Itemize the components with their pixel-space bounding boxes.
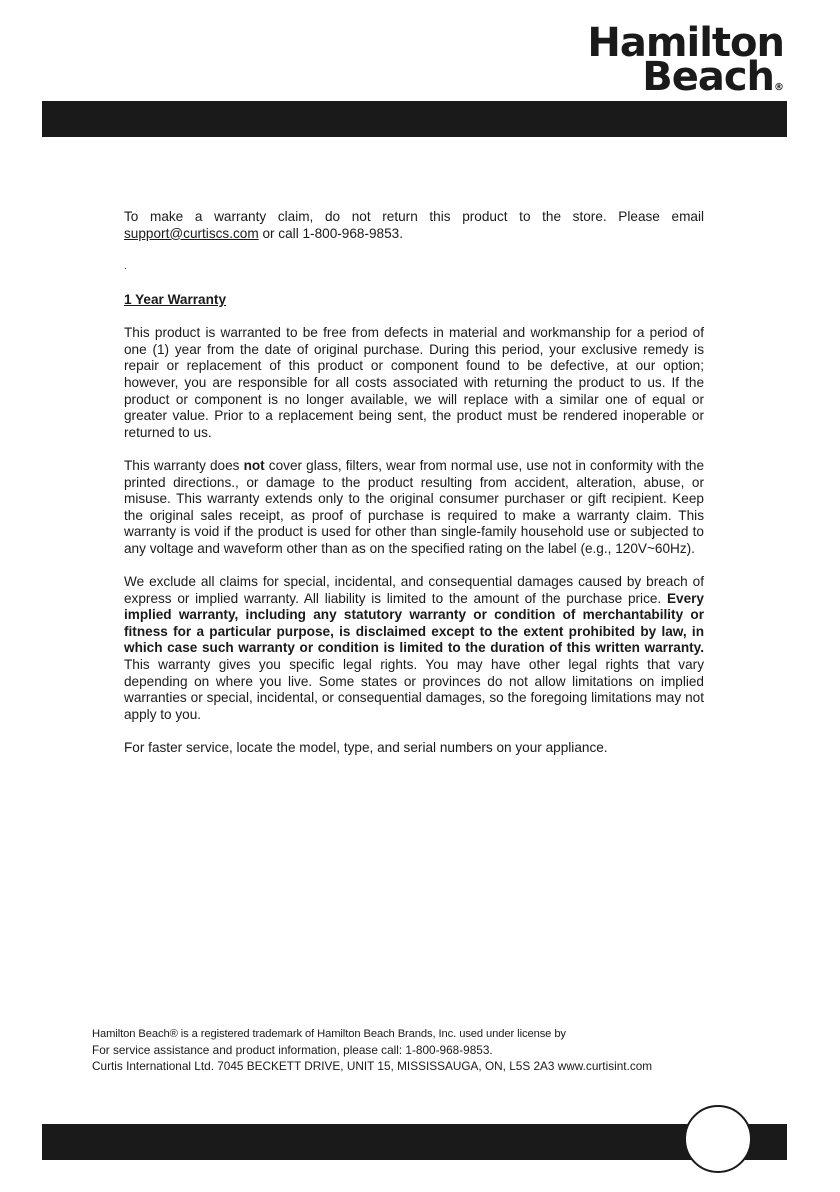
- coverage-paragraph: This product is warranted to be free from defects in material and workmanship for a period of one (1) year from the date of original purchase. During this period, your exclusive remedy is repair or replacement of this product or component found to be defective, at our option; however, you are responsible for all costs associated with returning the product to us. If the product or component is no longer available, we will replace with a similar one of equal or greater value. Prior to a replacement being sent, the product must be rendered inoperable or returned to us.: [124, 325, 704, 440]
- brand-logo-word: Beach: [642, 54, 774, 100]
- intro-paragraph: [124, 209, 704, 242]
- footer-trademark-line: Hamilton Beach® is a registered trademark of Hamilton Beach Brands, Inc. used under license by: [92, 1028, 566, 1040]
- brand-logo-line1: Hamilton: [587, 20, 784, 66]
- intro-text-after: or call 1-800-968-9853.: [258, 225, 404, 241]
- exclusions-bold-not: not: [243, 457, 265, 473]
- registered-mark: ®: [774, 82, 784, 93]
- service-paragraph: For faster service, locate the model, type, and serial numbers on your appliance.: [124, 740, 608, 755]
- stray-dot: .: [124, 260, 127, 272]
- warranty-heading: 1 Year Warranty: [124, 291, 227, 307]
- warranty-content: [124, 209, 704, 773]
- support-email-link[interactable]: support@curtiscs.com: [124, 225, 259, 241]
- exclusions-text-after: cover glass, filters, wear from normal use, use not in conformity with the printed directions., or damage to the product resulting from accident, alteration, abuse, or misuse. This warranty extends only to the original consumer purchaser or gift recipient. Keep the original sales receipt, as proof of purchase is required to make a warranty claim. This warranty is void if the product is used for other than single-family household use or subjected to any voltage and waveform other than as on the specified rating on the label (e.g., 120V~60Hz).: [124, 457, 704, 556]
- exclusions-text-before: This warranty does: [124, 457, 244, 473]
- brand-logo: [587, 20, 784, 105]
- page-number-circle: [684, 1105, 752, 1173]
- exclusions-paragraph: [124, 458, 704, 558]
- footer-bar: [42, 1124, 787, 1160]
- footer-service-line: For service assistance and product information, please call: 1-800-968-9853.: [92, 1043, 493, 1057]
- footer-address-line: Curtis International Ltd. 7045 BECKETT DRIVE, UNIT 15, MISSISSAUGA, ON, L5S 2A3 www.curtisint.com: [92, 1059, 653, 1073]
- liability-text-before: We exclude all claims for special, incidental, and consequential damages caused by breach of express or implied warranty. All liability is limited to the amount of the purchase price.: [124, 574, 704, 606]
- header-bar: [42, 101, 787, 137]
- liability-disclaimer-bold: Every implied warranty, including any statutory warranty or condition of merchantability or fitness for a particular purpose, is disclaimed except to the extent prohibited by law, in which case such warranty or condition is limited to the duration of this written warranty.: [124, 590, 704, 656]
- footer: [92, 1026, 782, 1074]
- liability-text-after: This warranty gives you specific legal rights. You may have other legal rights that vary depending on where you live. Some states or provinces do not allow limitations on implied warranties or special, incidental, or consequential damages, so the foregoing limitations may not apply to you.: [124, 657, 704, 722]
- liability-paragraph: [124, 574, 704, 723]
- intro-text-before: To make a warranty claim, do not return this product to the store. Please email: [124, 209, 704, 224]
- brand-logo-line2: [587, 54, 784, 105]
